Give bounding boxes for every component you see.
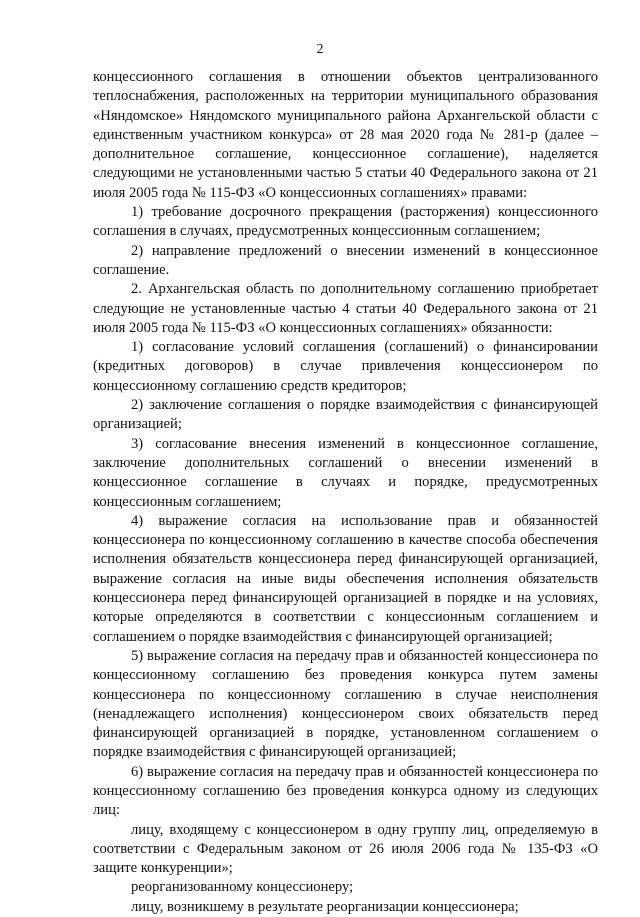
paragraph: 5) выражение согласия на передачу прав и обязанностей концессионера по концессионному соглашению без проведения конкурса путем замены концессионера по концессионному соглашению в случае неисполнения (ненадлежащего исполнения) концессионером своих обязательств перед финансирующей организацией в порядке, установленном соглашением о порядке взаимодействия с финансирующей организацией; bbox=[93, 647, 598, 761]
paragraph: 4) выражение согласия на использование прав и обязанностей концессионера по концессионному соглашению в качестве способа обеспечения исполнения обязательств концессионера перед финансирующей организацией, выражение согласия на иные виды обеспечения исполнения обязательств концессионера перед финансирующей организацией в порядке и на условиях, которые определяются в соответствии с концессионным соглашением и соглашением о порядке взаимодействия с финансирующей организацией; bbox=[93, 512, 598, 645]
paragraph: 1) согласование условий соглашения (соглашений) о финансировании (кредитных договоров) в случае привлечения концессионером по концессионному соглашению средств кредиторов; bbox=[93, 339, 598, 394]
paragraph: реорганизованному концессионеру; bbox=[131, 879, 354, 896]
document-body bbox=[93, 68, 598, 917]
paragraph: лицу, входящему с концессионером в одну группу лиц, определяемую в соответствии с Федеральным законом от 26 июля 2006 года № 135-ФЗ «О защите конкуренции»; bbox=[93, 821, 598, 877]
page-number: 2 bbox=[316, 42, 324, 57]
paragraph: лицу, возникшему в результате реорганизации концессионера; bbox=[131, 898, 519, 915]
paragraph: 6) выражение согласия на передачу прав и обязанностей концессионера по концессионному соглашению без проведения конкурса одному из следующих лиц: bbox=[93, 763, 598, 819]
paragraph: концессионного соглашения в отношении объектов централизованного теплоснабжения, расположенных на территории муниципального образования «Няндомское» Няндомского муниципального района Архангельской области с единственным участником конкурса» от 28 мая 2020 года № 281-р (далее – дополнительное соглашение, концессионное соглашение), наделяется следующими не установленными частью 5 статьи 40 Федерального закона от 21 июля 2005 года № 115-ФЗ «О концессионных соглашениях» правами: bbox=[93, 69, 598, 201]
paragraph: 2. Архангельская область по дополнительному соглашению приобретает следующие не установленные частью 4 статьи 40 Федерального закона от 21 июля 2005 года № 115-ФЗ «О концессионных соглашениях» обязанности: bbox=[93, 281, 598, 336]
paragraph: 2) заключение соглашения о порядке взаимодействия с финансирующей организацией; bbox=[93, 397, 598, 433]
paragraph: 3) согласование внесения изменений в концессионное соглашение, заключение дополнительных соглашений о внесении изменений в концессионное соглашение в случаях и порядке, предусмотренных концессионным соглашением; bbox=[93, 435, 598, 510]
paragraph: 1) требование досрочного прекращения (расторжения) концессионного соглашения в случаях, предусмотренных концессионным соглашением; bbox=[93, 204, 598, 240]
paragraph: 2) направление предложений о внесении изменений в концессионное соглашение. bbox=[93, 242, 598, 278]
